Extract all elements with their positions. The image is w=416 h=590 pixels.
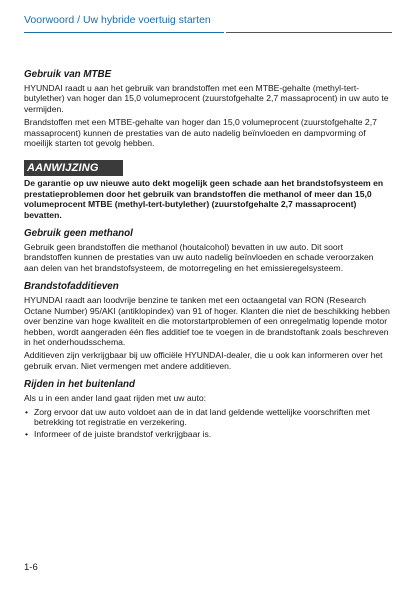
list-item-text: Zorg ervoor dat uw auto voldoet aan de in dat land geldende wettelijke voorschriften met betrekking tot registratie en verzekering. [34,406,370,427]
section-heading-additives: Brandstofadditieven [24,281,119,293]
paragraph-additives-1: HYUNDAI raadt aan loodvrije benzine te tanken met een octaangetal van RON (Research Octane Number) 95/AKI (antiklopindex) van 91 of hoger. Klanten die niet de beschikking hebben over benzine van hoge kwaliteit en die motorstartproblemen of een onregelmatig lopende motor hebben, wordt aangeraden één fles additief toe te voegen in de brandstoftank zoals beschreven in het onderhoudsschema. [24,295,390,347]
paragraph-additives-2: Additieven zijn verkrijgbaar bij uw officiële HYUNDAI-dealer, die u ook kan informeren over het gebruik ervan. Niet vermengen met andere additieven. [24,350,383,371]
bullet-icon: • [25,406,29,417]
section-heading-mtbe: Gebruik van MTBE [24,69,112,80]
section-methanol [24,228,390,273]
list-item [24,429,390,439]
list-item [24,407,390,428]
section-heading-methanol: Gebruik geen methanol [24,228,133,240]
note-text: De garantie op uw nieuwe auto dekt mogelijk geen schade aan het brandstofsysteem en prestatieproblemen door het gebruik van brandstoffen die methanol of meer dan 15,0 volumeprocent MTBE (methyl-tert-butylether) (zuurstofgehalte 2,7 massaprocent) bevatten. [24,178,384,220]
page-content [24,69,390,448]
header-title: Voorwoord / Uw hybride voertuig starten [24,14,211,26]
header-rule [226,32,392,33]
paragraph-mtbe-2: Brandstoffen met een MTBE-gehalte van hoger dan 15,0 volumeprocent (zuurstofgehalte 2,7 massaprocent) kunnen de prestaties van de auto nadelig beïnvloeden en dampvorming of moeilijk starten tot gevolg hebben. [24,117,377,149]
paragraph-abroad-intro: Als u in een ander land gaat rijden met uw auto: [24,393,207,404]
section-heading-abroad: Rijden in het buitenland [24,379,136,391]
header-rule-accent [24,32,224,33]
paragraph-methanol: Gebruik geen brandstoffen die methanol (houtalcohol) bevatten in uw auto. Dit soort brandstoffen kunnen de prestaties van uw auto nadelig beïnvloeden en schade veroorzaken aan delen van het brandstofsysteem, de motorregeling en het emissieregelsysteem. [24,242,374,273]
paragraph-mtbe-1: HYUNDAI raadt u aan het gebruik van brandstoffen met een MTBE-gehalte (methyl-tert-butylether) van hoger dan 15,0 volumeprocent (zuurstofgehalte 2,7 massaprocent) in uw auto te vermijden. [24,83,389,114]
note-block [24,156,390,220]
section-abroad [24,379,390,440]
list-item-text: Informeer of de juiste brandstof verkrijgbaar is. [34,429,212,440]
section-additives [24,281,390,371]
bullet-list [24,407,390,440]
section-mtbe [24,69,390,148]
note-label: AANWIJZING [24,160,123,176]
bullet-icon: • [25,429,29,440]
page-header [0,0,416,40]
page-number: 1-6 [24,562,38,573]
